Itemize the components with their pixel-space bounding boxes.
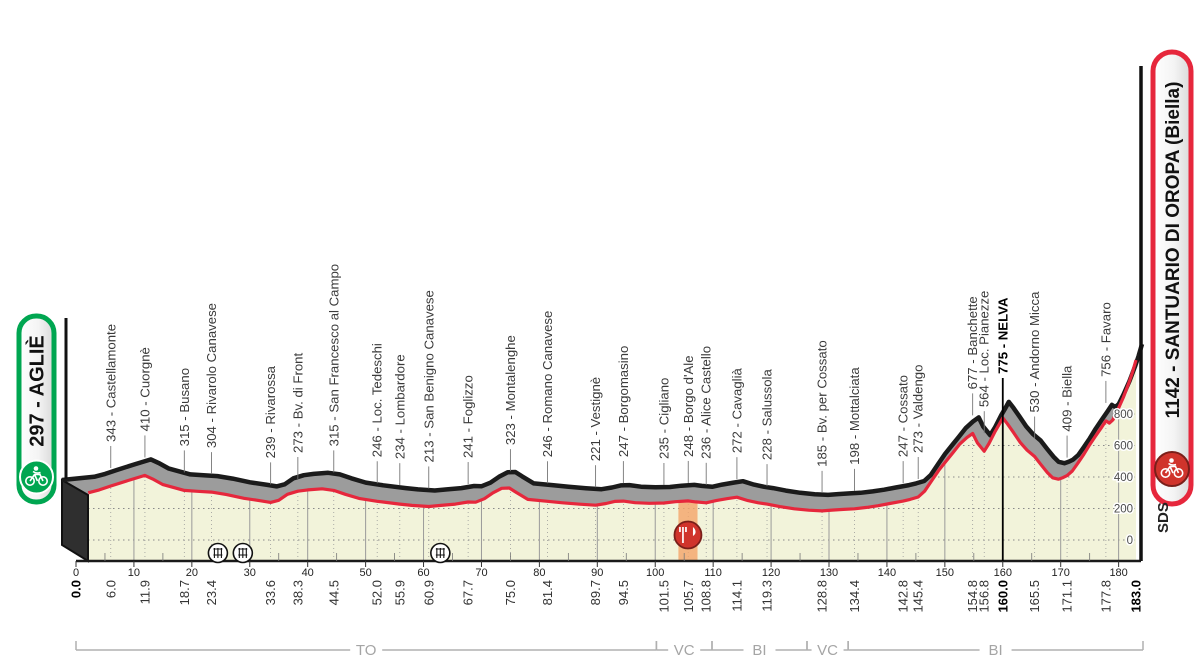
km-axis-tick-label: 150 xyxy=(935,567,955,579)
province-label: TO xyxy=(355,642,377,659)
km-distance-label: 60.9 xyxy=(421,580,437,606)
km-distance-label: 183.0 xyxy=(1128,580,1144,613)
km-distance-label: 33.6 xyxy=(263,580,279,606)
waypoint-label: 323 - Montalenghe xyxy=(502,335,518,446)
km-axis-tick-label: 20 xyxy=(185,567,198,579)
km-distance-label: 114.1 xyxy=(729,580,745,612)
km-axis-tick-label: 140 xyxy=(877,567,897,579)
km-distance-label: 142.8 xyxy=(895,580,911,613)
start-badge-label: 297 - AGLIÈ xyxy=(26,335,49,447)
elevation-scale-label: 0 xyxy=(1126,535,1133,547)
km-axis-tick-label: 0 xyxy=(72,567,80,579)
finish-badge xyxy=(1153,52,1191,504)
km-distance-label: 154.8 xyxy=(965,580,981,613)
finish-badge-label: 1142 - SANTUARIO DI OROPA (Biella) xyxy=(1163,81,1184,419)
km-axis-tick-label: 120 xyxy=(761,567,781,579)
waypoint-label: 530 - Andorno Micca xyxy=(1027,291,1043,413)
km-axis-tick-label: 70 xyxy=(475,567,488,579)
waypoint-label: 756 - Favaro xyxy=(1098,302,1114,377)
km-distance-label: 23.4 xyxy=(204,580,220,606)
km-axis-tick-label: 130 xyxy=(819,567,839,579)
waypoint-label: 273 - Valdengo xyxy=(910,364,926,454)
waypoint-label: 272 - Cavaglià xyxy=(729,368,745,454)
km-axis-tick-label: 180 xyxy=(1109,567,1128,579)
km-distance-label: 177.8 xyxy=(1098,580,1114,613)
profile-start-block xyxy=(62,480,88,561)
waypoint-label: 239 - Rivarossa xyxy=(263,365,279,459)
elevation-scale-label: 600 xyxy=(1113,440,1133,453)
km-distance-label: 134.4 xyxy=(846,580,862,613)
rail-crossing-glyph xyxy=(238,548,247,558)
waypoint-label: 247 - Borgomasino xyxy=(615,345,631,458)
start-badge xyxy=(19,316,54,502)
km-distance-label: 6.0 xyxy=(103,580,119,599)
km-distance-label: 108.8 xyxy=(698,580,714,613)
waypoint-label: 241 - Foglizzo xyxy=(460,375,476,459)
waypoint-label: 315 - Busano xyxy=(176,367,192,447)
feed-zone-icon xyxy=(674,522,701,549)
province-label: VC xyxy=(817,642,838,659)
km-distance-label: 101.5 xyxy=(656,580,672,613)
waypoint-label: 304 - Rivarolo Canavese xyxy=(204,302,220,449)
km-axis-tick-label: 110 xyxy=(704,567,722,579)
waypoint-label: 213 - San Benigno Canavese xyxy=(421,290,437,463)
credit-text: SDS xyxy=(1155,502,1172,533)
km-distance-label: 89.7 xyxy=(588,580,604,606)
waypoint-label: 677 - Banchette xyxy=(965,296,981,390)
km-distance-label: 18.7 xyxy=(176,580,192,606)
km-axis-tick-label: 60 xyxy=(417,567,430,579)
waypoint-label: 185 - Bv. per Cossato xyxy=(814,340,830,467)
province-label: BI xyxy=(988,642,1003,659)
km-axis-tick-label: 80 xyxy=(533,567,546,579)
waypoint-label: 410 - Cuorgnè xyxy=(137,347,153,432)
km-distance-label: 171.1 xyxy=(1059,580,1075,613)
waypoint-label: 228 - Salussola xyxy=(759,369,775,461)
profile-generated-layer xyxy=(62,66,1144,659)
elevation-scale-label: 800 xyxy=(1113,409,1133,421)
rail-crossing-glyph xyxy=(213,548,222,558)
km-distance-label: 44.5 xyxy=(326,580,342,606)
km-distance-label: 156.8 xyxy=(976,580,992,613)
km-axis-tick-label: 160 xyxy=(993,567,1012,579)
province-label: VC xyxy=(673,642,695,659)
waypoint-label: 564 - Loc. Pianezze xyxy=(976,290,992,408)
km-distance-label: 105.7 xyxy=(680,580,696,613)
km-distance-label: 119.3 xyxy=(759,580,775,612)
km-axis-tick-label: 170 xyxy=(1051,567,1070,579)
km-axis-tick-label: 40 xyxy=(301,567,314,579)
waypoint-label: 234 - Lombardore xyxy=(392,354,408,460)
km-axis-tick-label: 90 xyxy=(591,567,604,579)
waypoint-label: 221 - Vestignè xyxy=(588,376,604,462)
km-distance-label: 0.0 xyxy=(68,580,84,599)
km-distance-label: 55.9 xyxy=(392,580,408,606)
waypoint-label: 343 - Castellamonte xyxy=(103,323,119,442)
rail-crossing-glyph xyxy=(436,548,445,558)
km-distance-label: 165.5 xyxy=(1027,580,1043,613)
waypoint-label: 248 - Borgo d'Ale xyxy=(680,355,696,457)
km-axis-tick-label: 30 xyxy=(243,567,256,579)
km-distance-label: 75.0 xyxy=(502,580,518,606)
waypoint-label: 246 - Loc. Tedeschi xyxy=(369,343,385,458)
waypoint-label: 409 - Biella xyxy=(1059,365,1075,432)
waypoint-label: 247 - Cossato xyxy=(895,374,911,458)
waypoint-label: 236 - Alice Castello xyxy=(698,345,714,459)
waypoint-label: 775 - NELVA xyxy=(995,297,1011,374)
km-axis-tick-label: 100 xyxy=(646,567,665,579)
km-axis-tick-label: 50 xyxy=(359,567,372,579)
km-distance-label: 38.3 xyxy=(290,580,306,606)
province-label: BI xyxy=(752,642,767,659)
waypoint-label: 315 - San Francesco al Campo xyxy=(326,263,342,447)
waypoint-label: 198 - Mottalciata xyxy=(846,367,862,465)
km-distance-label: 160.0 xyxy=(995,580,1011,613)
km-distance-label: 128.8 xyxy=(814,580,830,613)
waypoint-label: 235 - Cigliano xyxy=(656,377,672,459)
elevation-scale-label: 200 xyxy=(1113,503,1133,516)
km-distance-label: 52.0 xyxy=(369,580,385,606)
km-axis-tick-label: 10 xyxy=(127,567,141,579)
waypoint-label: 246 - Romano Canavese xyxy=(539,310,555,458)
km-distance-label: 81.4 xyxy=(539,580,555,606)
waypoint-label: 273 - Bv. di Front xyxy=(290,352,306,454)
km-distance-label: 11.9 xyxy=(137,580,153,605)
elevation-scale-label: 400 xyxy=(1113,472,1133,484)
km-distance-label: 145.4 xyxy=(910,580,926,613)
km-distance-label: 94.5 xyxy=(615,580,631,606)
km-distance-label: 67.7 xyxy=(460,580,476,606)
